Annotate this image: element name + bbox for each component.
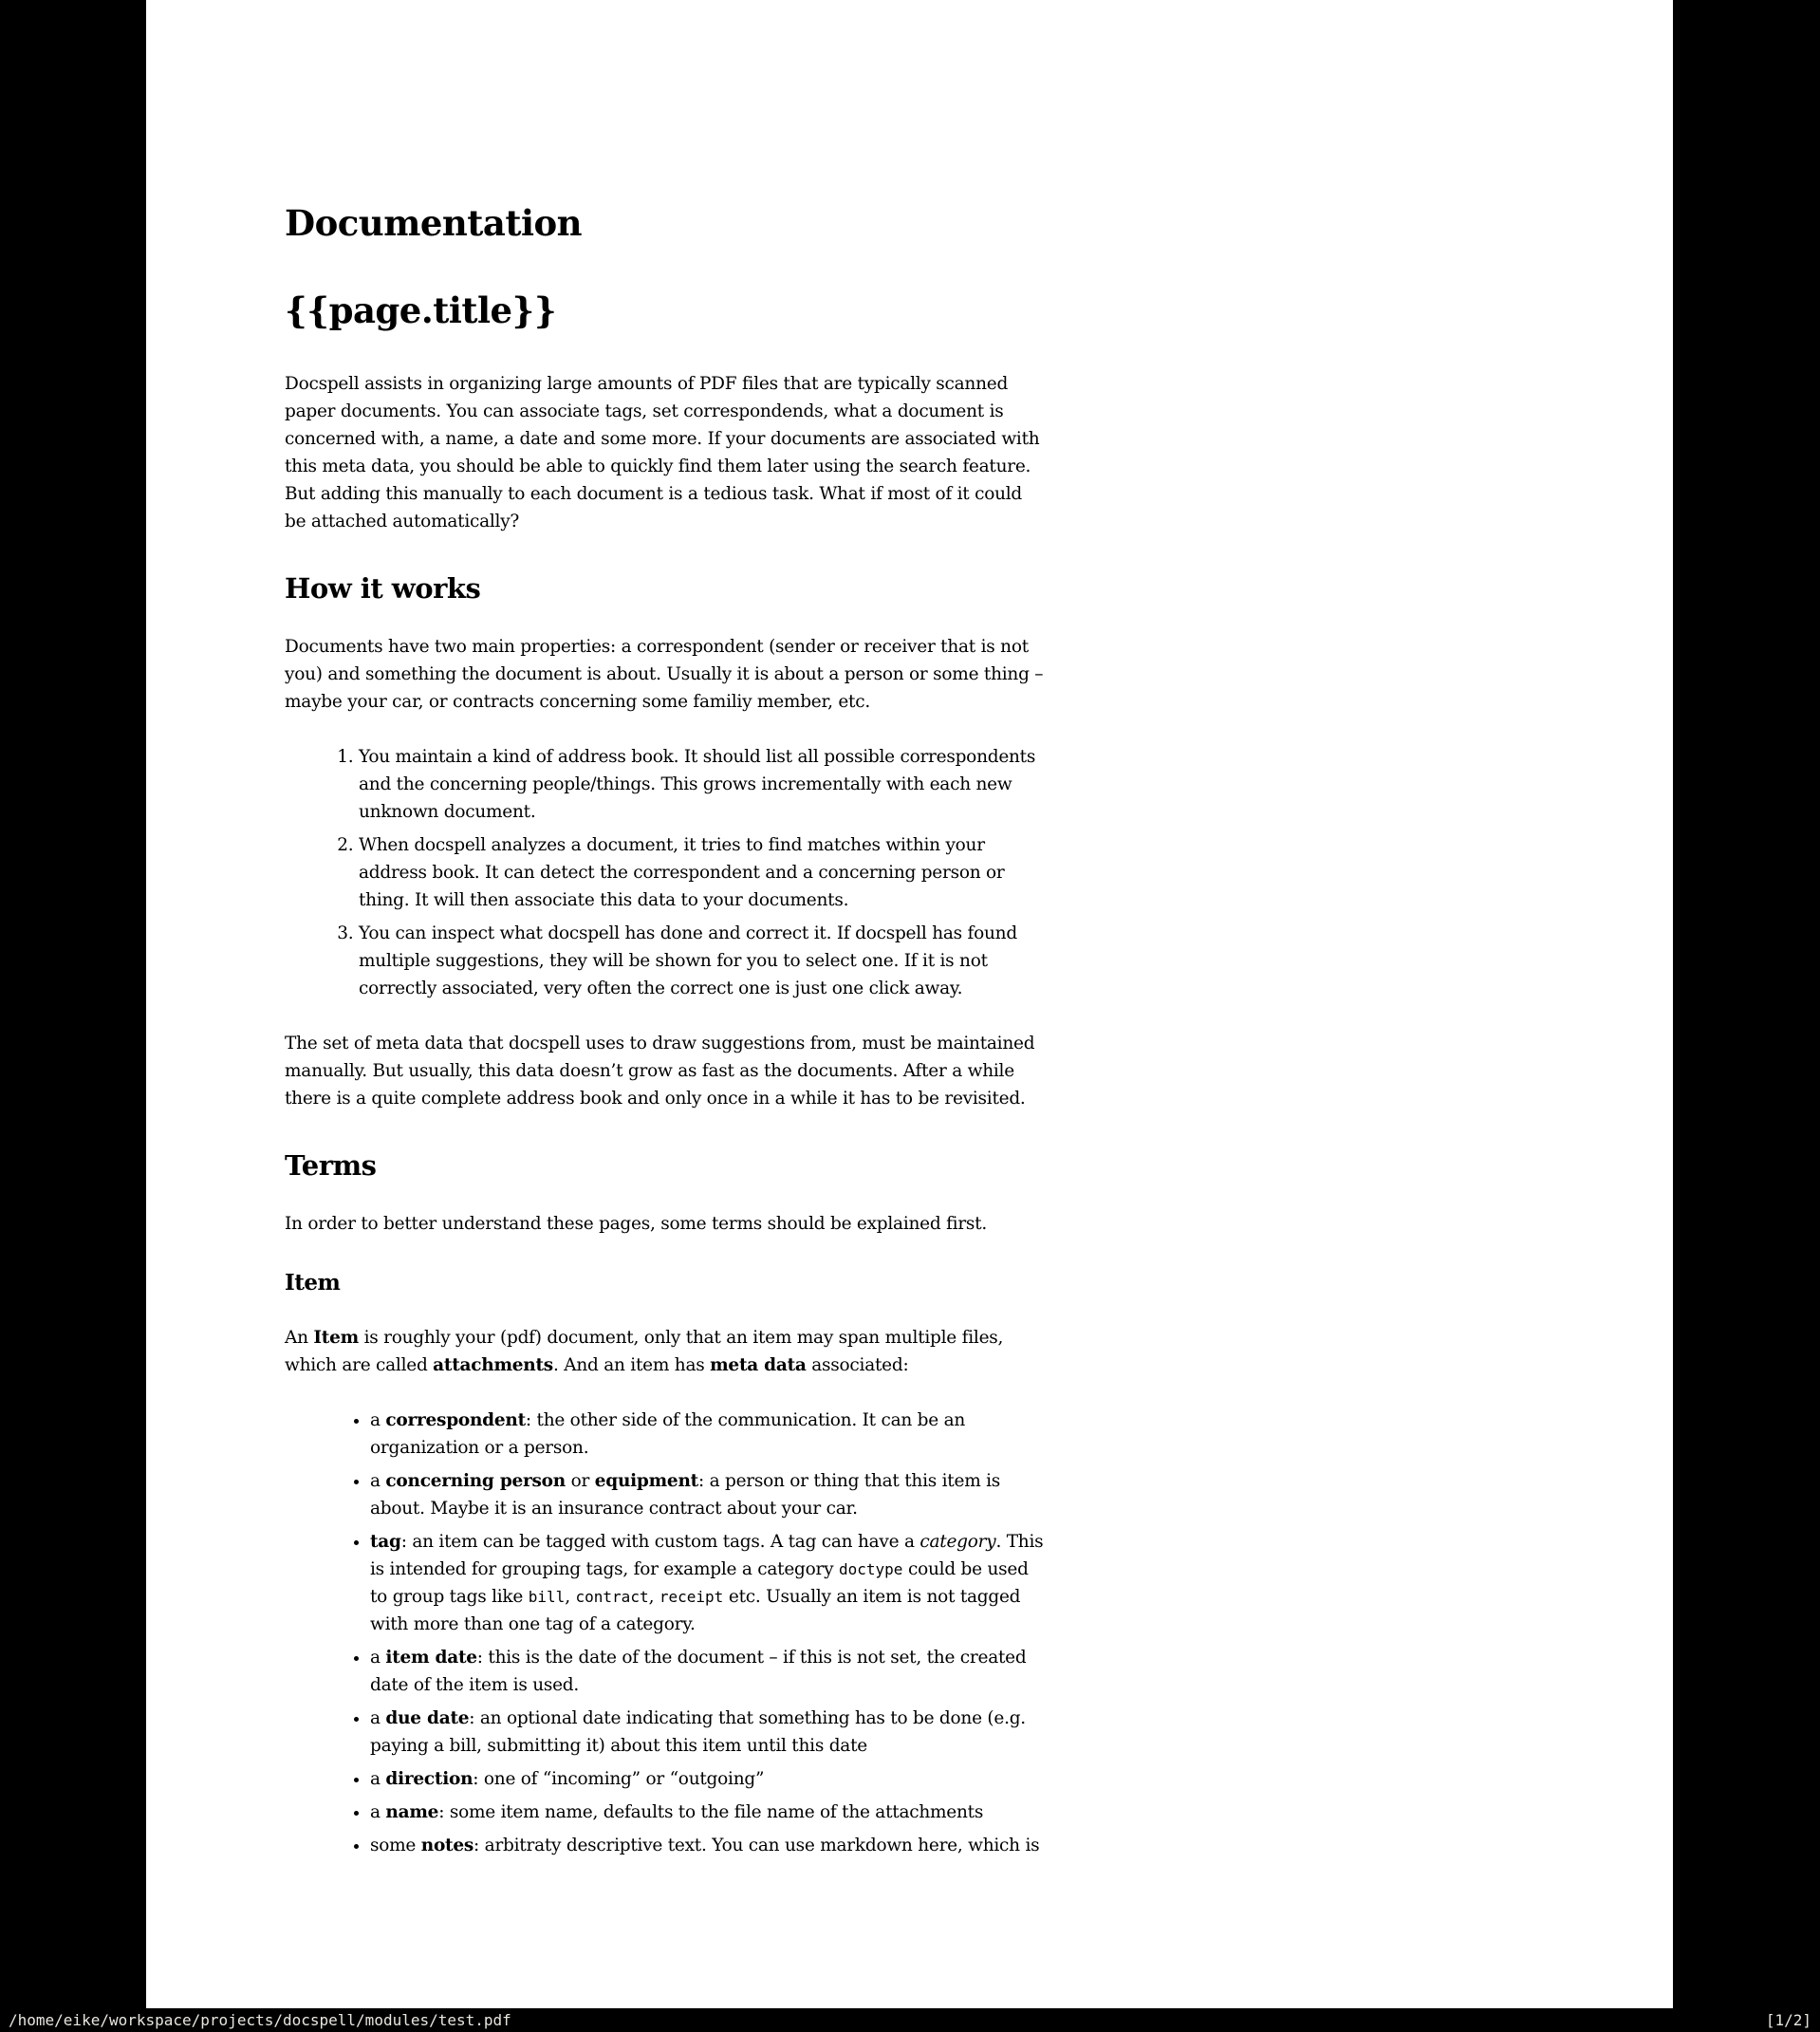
- section-heading-how-it-works: How it works: [285, 572, 481, 605]
- list-item: • a correspondent: the other side of the communication. It can be an organization or a person.: [370, 1407, 1044, 1462]
- subsection-heading-item: Item: [285, 1270, 341, 1296]
- list-item: • a name: some item name, defaults to the file name of the attachments: [370, 1799, 1044, 1826]
- terms-lead: In order to better understand these pages, some terms should be explained first.: [285, 1214, 987, 1234]
- list-item: • a concerning person or equipment: a person or thing that this item is about. Maybe it is an insurance contract about your car.: [370, 1467, 1044, 1522]
- list-item: 1. You maintain a kind of address book. It should list all possible correspondents and the concerning people/things. This grows incrementally with each new unknown document.: [359, 743, 1044, 826]
- how-it-works-outro: The set of meta data that docspell uses to draw suggestions from, must be maintained manually. But usually, this data doesn’t grow as fast as the documents. After a while there is a quite complete address book and only once in a while it has to be revisited.: [285, 1034, 1035, 1109]
- statusbar: [0, 2008, 1820, 2032]
- how-it-works-lead: Documents have two main properties: a correspondent (sender or receiver that is not you) and something the document is about. Usually it is about a person or some thing – maybe your car, or contracts concerning some familiy member, etc.: [285, 637, 1044, 712]
- list-item: • a due date: an optional date indicating that something has to be done (e.g. paying a bill, submitting it) about this item until this date: [370, 1705, 1044, 1760]
- list-item: • some notes: arbitraty descriptive text. You can use markdown here, which is: [370, 1832, 1044, 1859]
- item-intro-paragraph: An Item is roughly your (pdf) document, only that an item may span multiple files, which are called attachments. And an item has meta data associated:: [285, 1328, 1004, 1375]
- section-heading-terms: Terms: [285, 1149, 377, 1182]
- statusbar-page-indicator: [1/2]: [1765, 2011, 1811, 2029]
- list-item: 2. When docspell analyzes a document, it tries to find matches within your address book. It can detect the correspondent and a concerning person or thing. It will then associate this data to your documents.: [359, 831, 1044, 914]
- list-item: • a item date: this is the date of the document – if this is not set, the created date of the item is used.: [370, 1644, 1044, 1699]
- statusbar-file-path: /home/eike/workspace/projects/docspell/modules/test.pdf: [9, 2011, 511, 2029]
- list-item: • a direction: one of “incoming” or “outgoing”: [370, 1765, 1044, 1793]
- doc-template-title: {{page.title}}: [285, 289, 557, 331]
- pdf-page[interactable]: [146, 0, 1673, 2008]
- item-meta-list: [285, 1407, 1044, 1859]
- list-item: • tag: an item can be tagged with custom tags. A tag can have a category. This is intended for grouping tags, for example a category doctype could be used to group tags like bill, contract, receipt etc. Usually an item is not tagged with more than one tag of a category.: [370, 1528, 1044, 1638]
- list-item: 3. You can inspect what docspell has done and correct it. If docspell has found multiple suggestions, they will be shown for you to select one. If it is not correctly associated, very often the correct one is just one click away.: [359, 920, 1044, 1002]
- doc-title: Documentation: [285, 202, 583, 244]
- document-content: [285, 203, 1044, 1887]
- how-it-works-steps: [285, 743, 1044, 1002]
- intro-paragraph: Docspell assists in organizing large amounts of PDF files that are typically scanned paper documents. You can associate tags, set correspondends, what a document is concerned with, a name, a date and some more. If your documents are associated with this meta data, you should be able to quickly find them later using the search feature. But adding this manually to each document is a tedious task. What if most of it could be attached automatically?: [285, 374, 1040, 531]
